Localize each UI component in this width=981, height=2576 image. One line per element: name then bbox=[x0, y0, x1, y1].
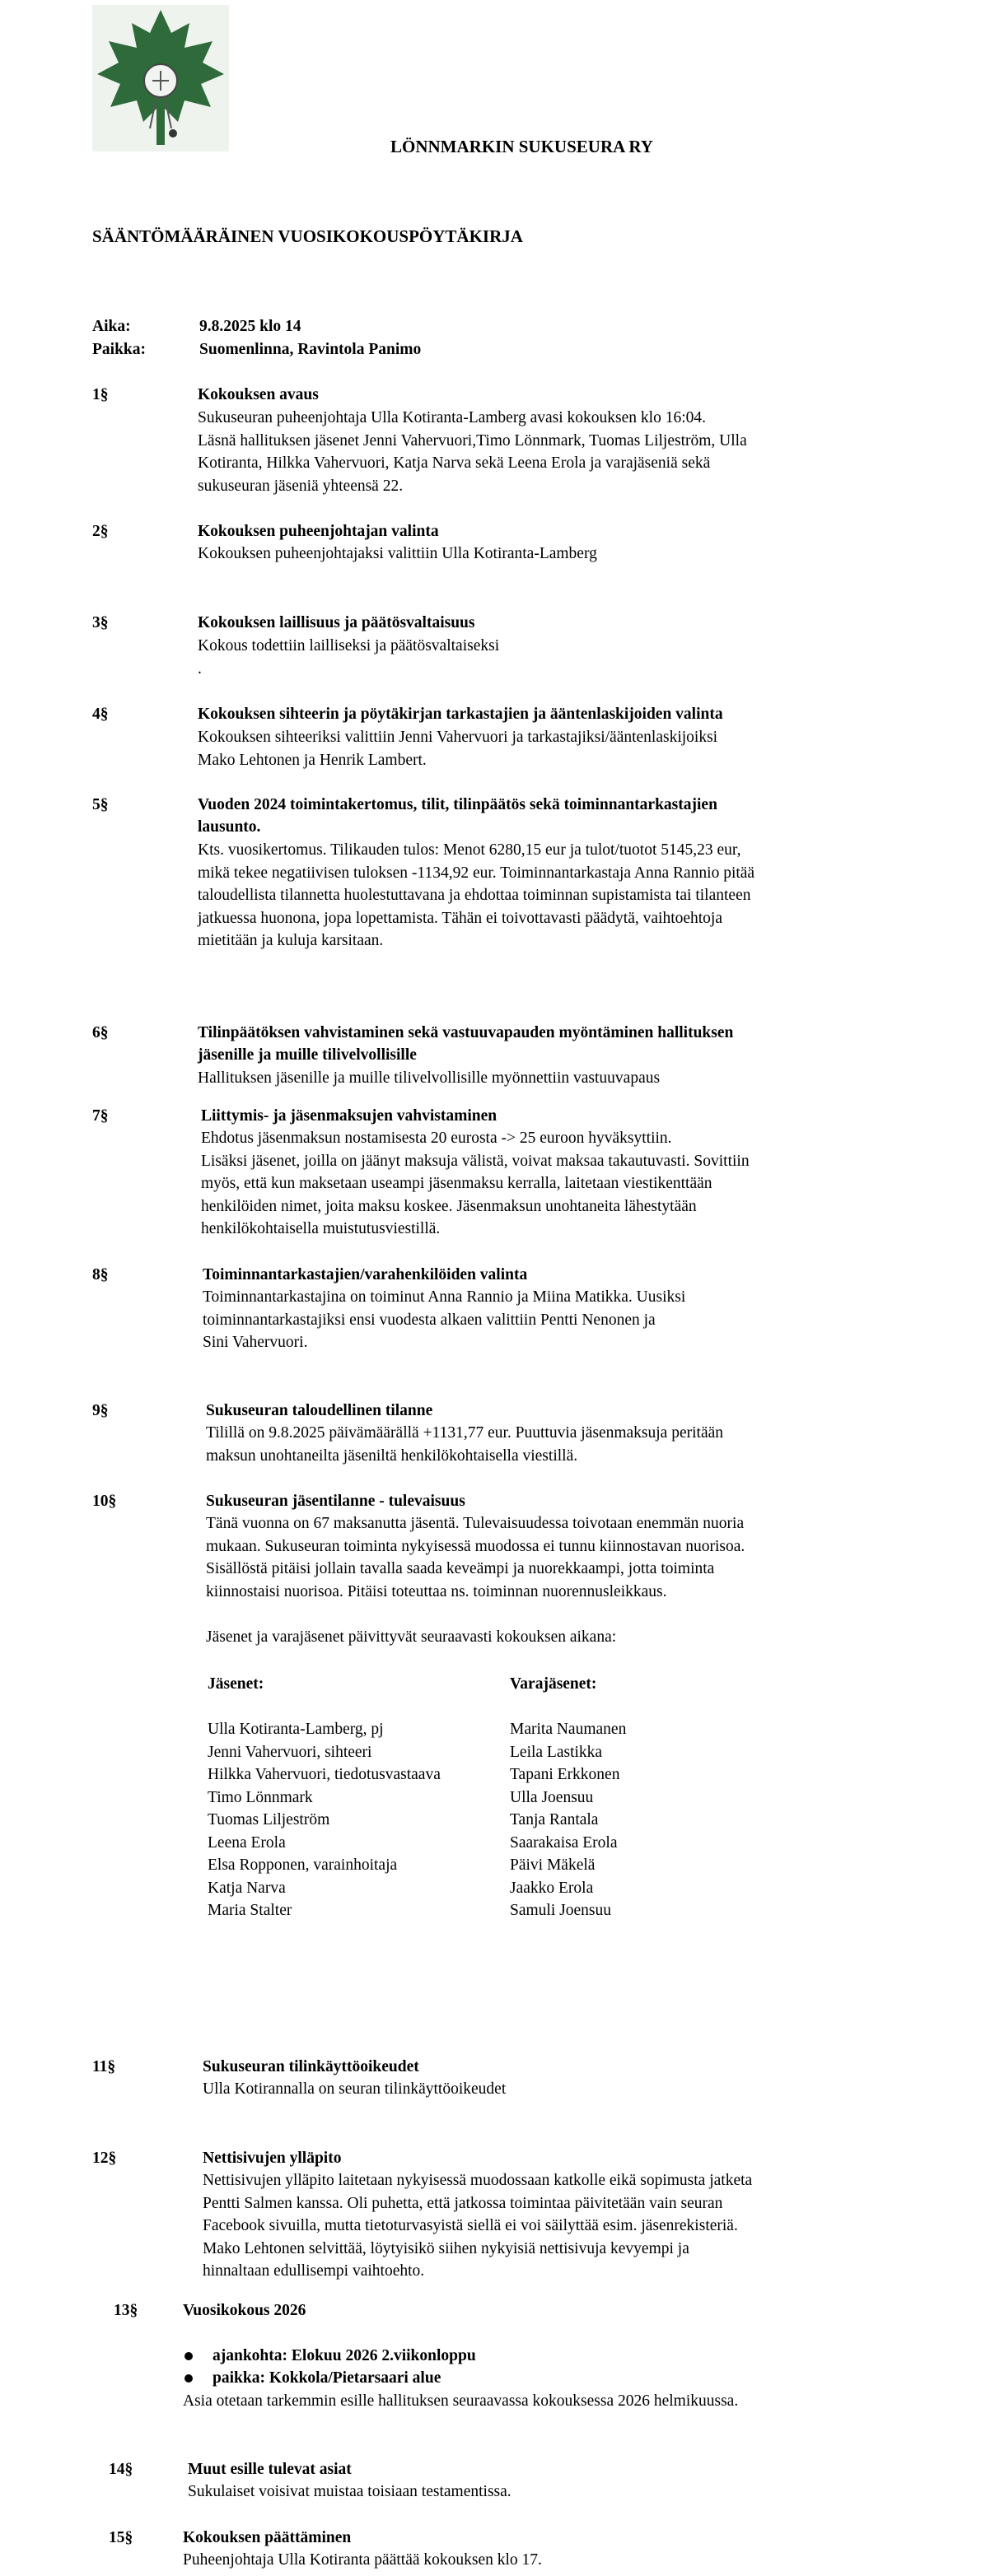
section-10-body: Tänä vuonna on 67 maksanutta jäsentä. Tulevaisuudessa toivotaan enemmän nuoria mukaan. Sukuseuran toiminta nykyisessä muodossa ei tunnu kiinnostavan nuorisoa. Sisällöstä pitäisi jollain tavalla saada keveämpi ja nuorekkaampi, jotta toiminta kiinnostaisi nuorisoa. Pitäisi toteuttaa ns. toiminnan nuorennusleikkaus. Jäsenet ja varajäsenet päivittyvät seuraavasti kokouksen aikana: bbox=[206, 1515, 745, 1646]
section-7-body: Ehdotus jäsenmaksun nostamisesta 20 eurosta -> 25 euroon hyväksyttiin. Lisäksi jäsenet, joilla on jäänyt maksuja välistä, voivat maksaa takautuvasti. Sovittiin myös, että kun maksetaan useampi jäsenmaksu kerralla, laitetaan viestikenttään henkilöiden nimet, joita maksu koskee. Jäsenmaksun unohtaneita lähestytään henkilökohtaisella muistutusviestillä. bbox=[201, 1130, 750, 1237]
reserve-name: Päivi Mäkelä bbox=[510, 1856, 596, 1874]
section-14-number: 14§ bbox=[109, 2461, 133, 2478]
section-1-title: Kokouksen avaus bbox=[198, 386, 319, 403]
logo bbox=[92, 5, 229, 151]
section-4-body: Kokouksen sihteeriksi valittiin Jenni Vahervuori ja tarkastajiksi/ääntenlaskijoiksi Mako Lehtonen ja Henrik Lambert. bbox=[198, 729, 718, 769]
meeting-2026-note: Asia otetaan tarkemmin esille hallituksen seuraavassa kokouksessa 2026 helmikuussa. bbox=[183, 2392, 739, 2410]
section-12-title: Nettisivujen ylläpito bbox=[203, 2150, 342, 2167]
section-10-title: Sukuseuran jäsentilanne - tulevaisuus bbox=[206, 1493, 465, 1510]
section-1-body: Sukuseuran puheenjohtaja Ulla Kotiranta-Lamberg avasi kokouksen klo 16:04. Läsnä hallituksen jäsenet Jenni Vahervuori,Timo Lönnmark, Tuomas Liljeström, Ulla Kotiranta, Hilkka Vahervuori, Katja Narva sekä Leena Erola ja varajäseniä sekä sukuseuran jäseniä yhteensä 22. bbox=[198, 409, 747, 495]
section-11-number: 11§ bbox=[92, 2058, 116, 2075]
reserve-name: Jaakko Erola bbox=[510, 1879, 594, 1897]
members-header: Jäsenet: bbox=[208, 1675, 264, 1693]
section-5-body: Kts. vuosikertomus. Tilikauden tulos: Menot 6280,15 eur ja tulot/tuotot 5145,23 eur, mikä tekee negatiivisen tuloksen -1134,92 eur. Toiminnantarkastaja Anna Rannio pitää taloudellista tilannetta huolestuttavana ja ehdottaa toiminnan supistamista tai tilanteen jatkuessa huonona, jopa lopettamista. Tähän ei toivottavasti päädytä, vaihtoehtoja mietitään ja kuluja karsitaan. bbox=[198, 841, 755, 949]
section-12-body: Nettisivujen ylläpito laitetaan nykyisessä muodossaan katkolle eikä sopimusta jatketa Pentti Salmen kanssa. Oli puhetta, että jatkossa toimintaa päivitetään vain seuran Facebook sivuilla, mutta tietoturvasyistä siellä ei voi säilyttää esim. jäsenrekisteriä. Mako Lehtonen selvittää, löytyisikö siihen nykyisiä nettisivuja kevyempi ja hinnaltaan edullisempi vaihtoehto. bbox=[203, 2172, 753, 2280]
section-9-body: Tilillä on 9.8.2025 päivämäärällä +1131,77 eur. Puuttuvia jäsenmaksuja peritään maksun unohtaneilta jäseniltä henkilökohtaisella viestillä. bbox=[206, 1424, 724, 1465]
section-14-title: Muut esille tulevat asiat bbox=[188, 2461, 352, 2478]
section-3-title: Kokouksen laillisuus ja päätösvaltaisuus bbox=[198, 614, 475, 631]
section-15-body: Puheenjohtaja Ulla Kotiranta päättää kokouksen klo 17. bbox=[183, 2551, 542, 2569]
section-13-number: 13§ bbox=[114, 2302, 138, 2319]
section-13-title: Vuosikokous 2026 bbox=[183, 2302, 306, 2319]
section-2-body: Kokouksen puheenjohtajaksi valittiin Ulla Kotiranta-Lamberg bbox=[198, 545, 597, 562]
reserve-name: Leila Lastikka bbox=[510, 1743, 603, 1761]
section-9-title: Sukuseuran taloudellinen tilanne bbox=[206, 1402, 433, 1419]
meta-place-label: Paikka: bbox=[92, 341, 147, 358]
reserve-name: Saarakaisa Erola bbox=[510, 1833, 618, 1852]
section-4-title: Kokouksen sihteerin ja pöytäkirjan tarkastajien ja ääntenlaskijoiden valinta bbox=[198, 706, 723, 723]
meeting-2026-bullet-date: ajankohta: Elokuu 2026 2.viikonloppu bbox=[185, 2345, 476, 2368]
document-title: SÄÄNTÖMÄÄRÄINEN VUOSIKOKOUSPÖYTÄKIRJA bbox=[92, 226, 523, 246]
section-6-body: Hallituksen jäsenille ja muille tilivelvollisille myönnettiin vastuuvapaus bbox=[198, 1069, 661, 1087]
meta-place-value: Suomenlinna, Ravintola Panimo bbox=[199, 341, 422, 358]
section-15-number: 15§ bbox=[109, 2529, 133, 2546]
meta-time-label: Aika: bbox=[92, 318, 131, 335]
section-15-title: Kokouksen päättäminen bbox=[183, 2529, 352, 2546]
section-10-number: 10§ bbox=[92, 1493, 117, 1510]
section-9-number: 9§ bbox=[92, 1402, 109, 1419]
member-name: Maria Stalter bbox=[208, 1902, 292, 1919]
section-1-number: 1§ bbox=[92, 386, 109, 403]
section-8-body: Toiminnantarkastajina on toiminut Anna Rannio ja Miina Matikka. Uusiksi toiminnantarkastajiksi ensi vuodesta alkaen valittiin Pentti Nenonen ja Sini Vahervuori. bbox=[203, 1288, 686, 1351]
member-name: Timo Lönnmark bbox=[208, 1788, 313, 1806]
organization-name: LÖNNMARKIN SUKUSEURA RY bbox=[390, 137, 653, 156]
section-5-number: 5§ bbox=[92, 796, 109, 813]
section-2-title: Kokouksen puheenjohtajan valinta bbox=[198, 523, 439, 540]
reserve-name: Ulla Joensuu bbox=[510, 1788, 594, 1806]
section-11-body: Ulla Kotirannalla on seuran tilinkäyttöoikeudet bbox=[203, 2080, 507, 2098]
section-6-title: Tilinpäätöksen vahvistaminen sekä vastuuvapauden myöntäminen hallituksen jäsenille ja muille tilivelvollisille bbox=[198, 1024, 734, 1064]
member-name: Tuomas Liljeström bbox=[208, 1811, 330, 1828]
member-name: Jenni Vahervuori, sihteeri bbox=[208, 1743, 372, 1761]
member-name: Elsa Ropponen, varainhoitaja bbox=[208, 1856, 398, 1874]
member-name: Hilkka Vahervuori, tiedotusvastaava bbox=[208, 1766, 441, 1783]
section-5-title: Vuoden 2024 toimintakertomus, tilit, tilinpäätös sekä toiminnantarkastajien lausunto. bbox=[198, 796, 717, 836]
section-7-title: Liittymis- ja jäsenmaksujen vahvistaminen bbox=[201, 1107, 498, 1125]
section-3-body: Kokous todettiin lailliseksi ja päätösvaltaiseksi . bbox=[198, 637, 500, 678]
meeting-2026-bullet-place: paikka: Kokkola/Pietarsaari alue bbox=[185, 2367, 441, 2390]
section-2-number: 2§ bbox=[92, 523, 109, 540]
section-6-number: 6§ bbox=[92, 1024, 109, 1041]
member-name: Ulla Kotiranta-Lamberg, pj bbox=[208, 1721, 384, 1738]
reserve-name: Samuli Joensuu bbox=[510, 1902, 611, 1919]
member-name: Leena Erola bbox=[208, 1833, 286, 1852]
reserves-header: Varajäsenet: bbox=[510, 1675, 597, 1693]
section-14-body: Sukulaiset voisivat muistaa toisiaan testamentissa. bbox=[188, 2483, 512, 2500]
reserve-name: Marita Naumanen bbox=[510, 1721, 627, 1738]
reserve-name: Tapani Erkkonen bbox=[510, 1766, 620, 1783]
maple-leaf-crest-icon bbox=[92, 5, 229, 151]
section-7-number: 7§ bbox=[92, 1107, 109, 1125]
members-list bbox=[208, 1673, 537, 1922]
section-8-title: Toiminnantarkastajien/varahenkilöiden valinta bbox=[203, 1266, 528, 1283]
reserves-list bbox=[510, 1673, 839, 1922]
member-name: Katja Narva bbox=[208, 1879, 286, 1897]
section-8-number: 8§ bbox=[92, 1266, 109, 1283]
section-11-title: Sukuseuran tilinkäyttöoikeudet bbox=[203, 2058, 419, 2075]
section-3-number: 3§ bbox=[92, 614, 109, 631]
reserve-name: Tanja Rantala bbox=[510, 1811, 599, 1828]
section-12-number: 12§ bbox=[92, 2150, 117, 2167]
meta-time-value: 9.8.2025 klo 14 bbox=[199, 318, 301, 335]
section-4-number: 4§ bbox=[92, 706, 109, 723]
